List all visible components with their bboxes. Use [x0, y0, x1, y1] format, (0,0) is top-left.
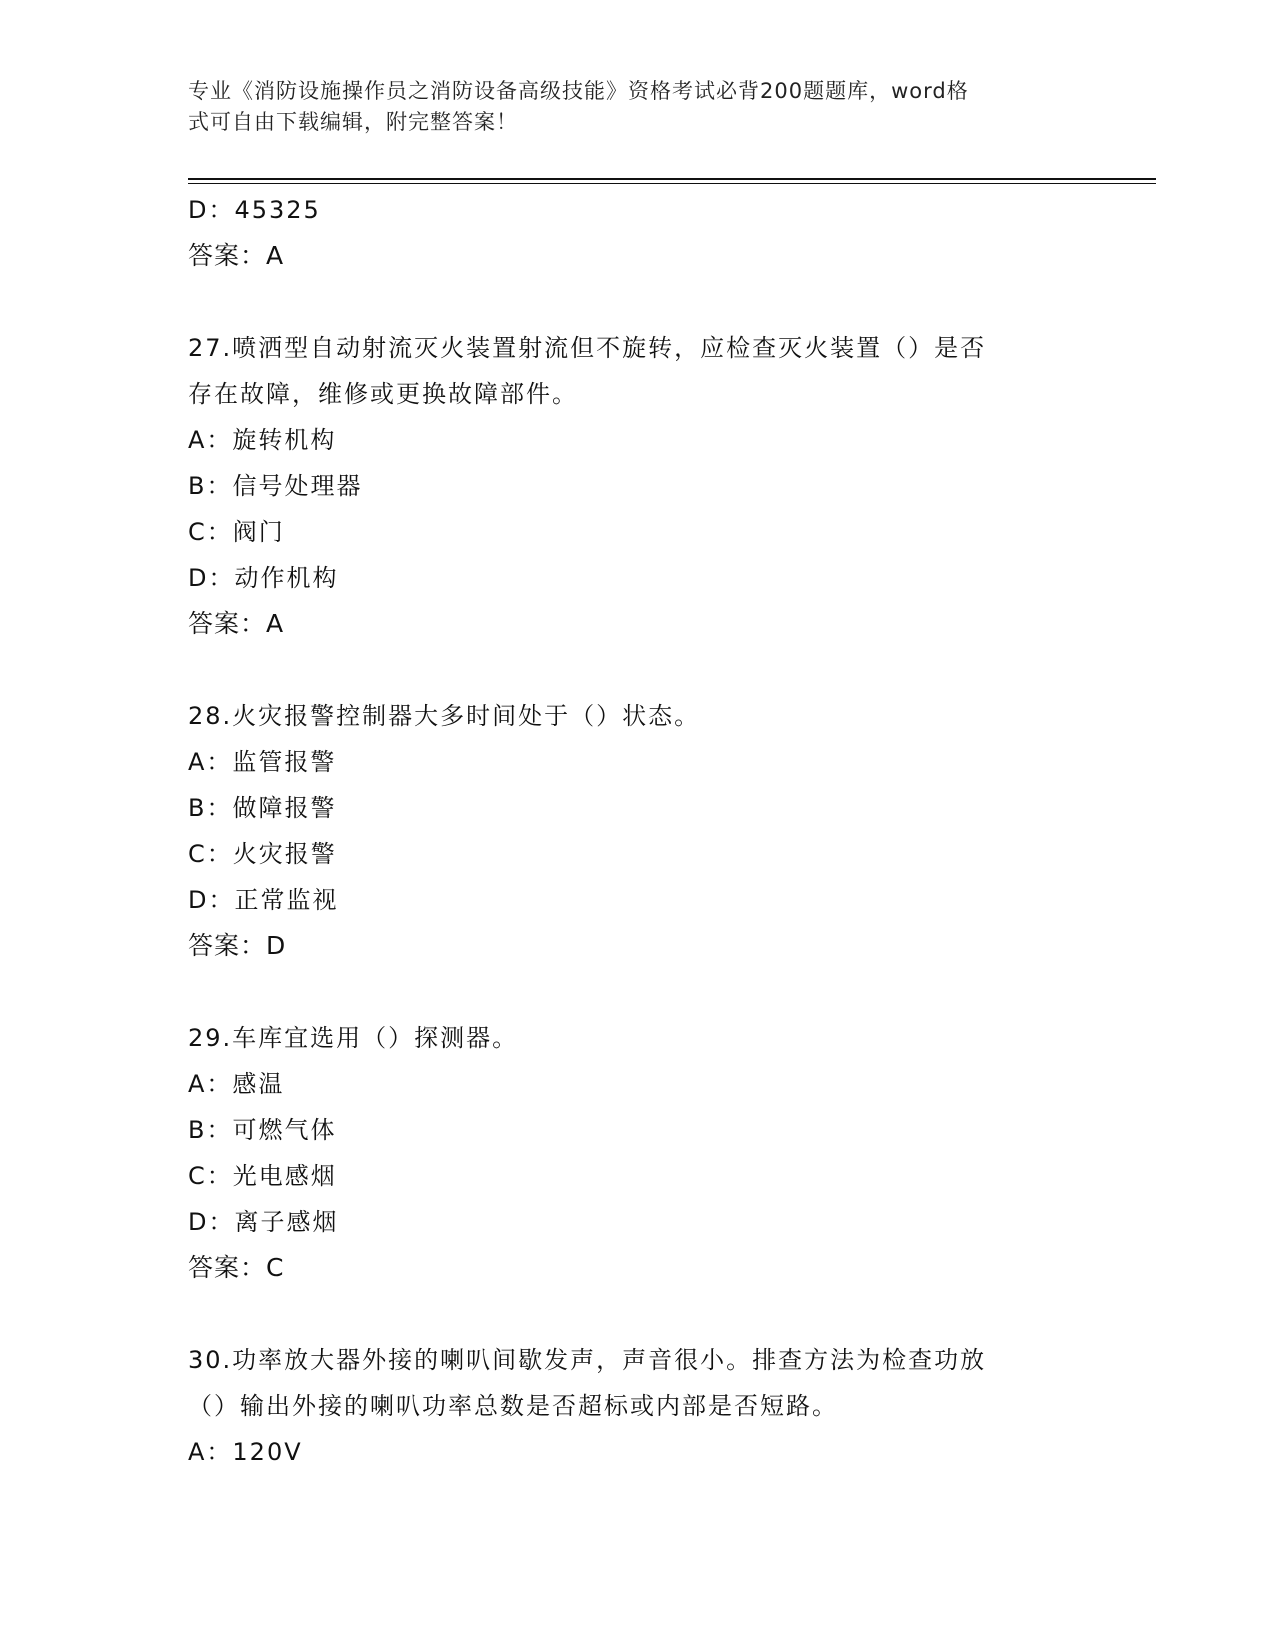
q28-answer: 答案：D — [188, 931, 287, 960]
q28-option-a: A：监管报警 — [188, 748, 337, 776]
header-line-1: 专业《消防设施操作员之消防设备高级技能》资格考试必背200题题库，word格 — [188, 79, 969, 103]
q28-option-b: B：做障报警 — [188, 794, 337, 822]
q29-stem-line-1: 29.车库宜选用（）探测器。 — [188, 1024, 519, 1052]
q30-stem-line-1: 30.功率放大器外接的喇叭间歇发声，声音很小。排查方法为检查功放 — [188, 1346, 987, 1374]
q27-option-b: B：信号处理器 — [188, 472, 363, 500]
q28-stem-line-1: 28.火灾报警控制器大多时间处于（）状态。 — [188, 702, 701, 730]
prev-answer: 答案：A — [188, 241, 285, 270]
header-line-2: 式可自由下载编辑，附完整答案！ — [188, 110, 518, 134]
question-content — [188, 187, 1088, 1475]
header-rule-thin — [188, 183, 1156, 184]
q27-option-d: D：动作机构 — [188, 564, 339, 592]
q27-answer: 答案：A — [188, 609, 285, 638]
spacer — [188, 647, 1088, 693]
q27-stem-line-2: 存在故障，维修或更换故障部件。 — [188, 380, 578, 408]
q28-option-d: D：正常监视 — [188, 886, 339, 914]
q27-option-a: A：旋转机构 — [188, 426, 337, 454]
q29-option-d: D：离子感烟 — [188, 1208, 339, 1236]
q29-option-b: B：可燃气体 — [188, 1116, 337, 1144]
spacer — [188, 969, 1088, 1015]
prev-option-d: D：45325 — [188, 196, 321, 224]
q27-stem-line-1: 27.喷洒型自动射流灭火装置射流但不旋转，应检查灭火装置（）是否 — [188, 334, 987, 362]
q27-option-c: C：阀门 — [188, 518, 285, 546]
spacer — [188, 1291, 1088, 1337]
document-header — [188, 76, 1078, 138]
q29-option-a: A：感温 — [188, 1070, 285, 1098]
q28-option-c: C：火灾报警 — [188, 840, 337, 868]
q29-answer: 答案：C — [188, 1253, 285, 1282]
header-rule-thick — [188, 178, 1156, 180]
q29-option-c: C：光电感烟 — [188, 1162, 337, 1190]
q30-option-a: A：120V — [188, 1438, 303, 1466]
spacer — [188, 279, 1088, 325]
q30-stem-line-2: （）输出外接的喇叭功率总数是否超标或内部是否短路。 — [188, 1392, 838, 1420]
